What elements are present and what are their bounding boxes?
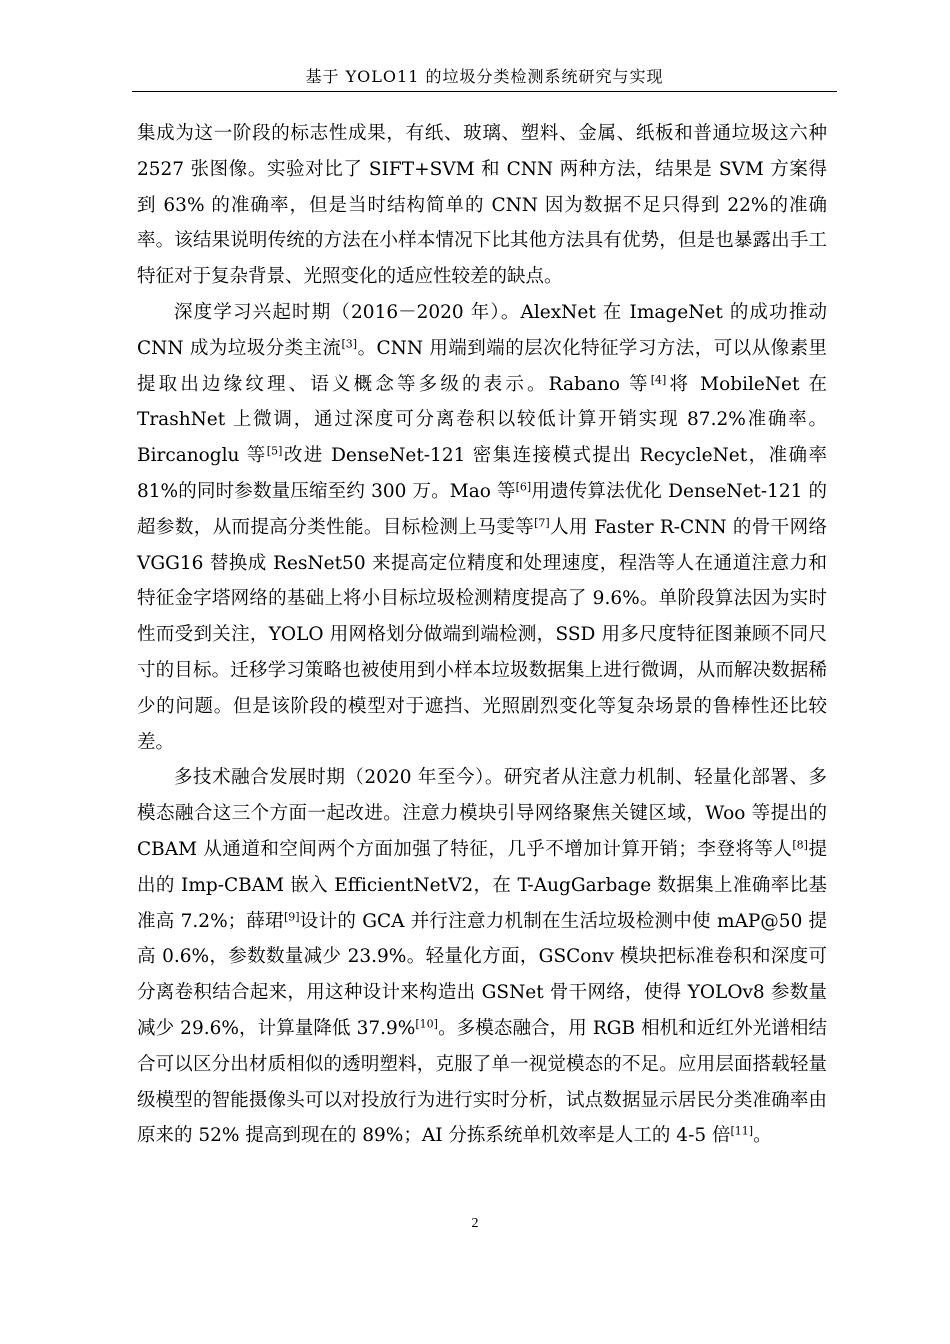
citation-ref: [5] [266, 444, 283, 458]
text-run: 。 [753, 1125, 772, 1147]
citation-ref: [6] [515, 480, 532, 494]
citation-ref: [9] [283, 909, 300, 923]
text-run: 。CNN 用端到端的层次化特征学习方法，可以从像素里提取出边缘纹理、语义概念等多级的表示。Rabano 等 [137, 337, 827, 395]
running-header: 基于 YOLO11 的垃圾分类检测系统研究与实现 [305, 67, 664, 86]
text-run: 设计的 GCA 并行注意力机制在生活垃圾检测中使 mAP@50 提高 0.6%，参数数量减少 23.9%。轻量化方面，GSConv 模块把标准卷积和深度可分离卷积结合起来，用这种设计来构造出 GSNet 骨干网络，使得 YOLOv8 参数量减少 29.6%，计算量降低 37.9% [137, 910, 827, 1039]
citation-ref: [11] [730, 1124, 754, 1138]
citation-ref: [3] [341, 337, 358, 351]
body-paragraph [137, 295, 827, 760]
text-run: 人用 Faster R-CNN 的骨干网络 VGG16 替换成 ResNet50 来提高定位精度和处理速度，程浩等人在通道注意力和特征金字塔网络的基础上将小目标垃圾检测精度提高了 9.6%。单阶段算法因为实时性而受到关注，YOLO 用网格划分做端到端检测，SSD 用多尺度特征图兼顾不同尺寸的目标。迁移学习策略也被使用到小样本垃圾数据集上进行微调，从而解决数据稀少的问题。但是该阶段的模型对于遮挡、光照剧烈变化等复杂场景的鲁棒性还比较差。 [137, 516, 827, 753]
citation-ref: [10] [415, 1017, 438, 1031]
text-run: 将 MobileNet 在 TrashNet 上微调，通过深度可分离卷积以较低计算开销实现 87.2%准确率。Bircanoglu 等 [137, 373, 827, 467]
text-run: 。多模态融合，用 RGB 相机和近红外光谱相结合可以区分出材质相似的透明塑料，克服了单一视觉模态的不足。应用层面搭载轻量级模型的智能摄像头可以对投放行为进行实时分析，试点数据显示居民分类准确率由原来的 52% 提高到现在的 89%；AI 分拣系统单机效率是人工的 4-5 倍 [137, 1017, 827, 1147]
page-number: 2 [471, 1216, 479, 1231]
text-run: 多技术融合发展时期（2020 年至今）。研究者从注意力机制、轻量化部署、多模态融合这三个方面一起改进。注意力模块引导网络聚焦关键区域，Woo 等提出的 CBAM 从通道和空间两个方面加强了特征，几乎不增加计算开销；李登将等人 [137, 767, 827, 860]
text-run: 集成为这一阶段的标志性成果，有纸、玻璃、塑料、金属、纸板和普通垃圾这六种 2527 张图像。实验对比了 SIFT+SVM 和 CNN 两种方法，结果是 SVM 方案得到 63% 的准确率，但是当时结构简单的 CNN 因为数据不足只得到 22%的准确率。该结果说明传统的方法在小样本情况下比其他方法具有优势，但是也暴露出手工特征对于复杂背景、光照变化的适应性较差的缺点。 [137, 123, 827, 288]
body-text [137, 116, 827, 1154]
citation-ref: [8] [792, 838, 808, 852]
citation-ref: [4] [650, 372, 667, 386]
citation-ref: [7] [534, 516, 550, 530]
body-paragraph [137, 116, 827, 295]
text-run: 改进 DenseNet-121 密集连接模式提出 RecycleNet，准确率 81%的同时参数量压缩至约 300 万。Mao 等 [137, 445, 828, 502]
header-rule [132, 91, 837, 92]
text-run: 深度学习兴起时期（2016－2020 年）。AlexNet 在 ImageNet 的成功推动 CNN 成为垃圾分类主流 [137, 301, 827, 359]
text-run: 用遗传算法优化 DenseNet-121 的超参数，从而提高分类性能。目标检测上马雯等 [137, 480, 827, 538]
body-paragraph [137, 760, 827, 1154]
text-run: 提出的 Imp-CBAM 嵌入 EfficientNetV2，在 T-AugGarbage 数据集上准确率比基准高 7.2%；薛珺 [137, 838, 827, 932]
